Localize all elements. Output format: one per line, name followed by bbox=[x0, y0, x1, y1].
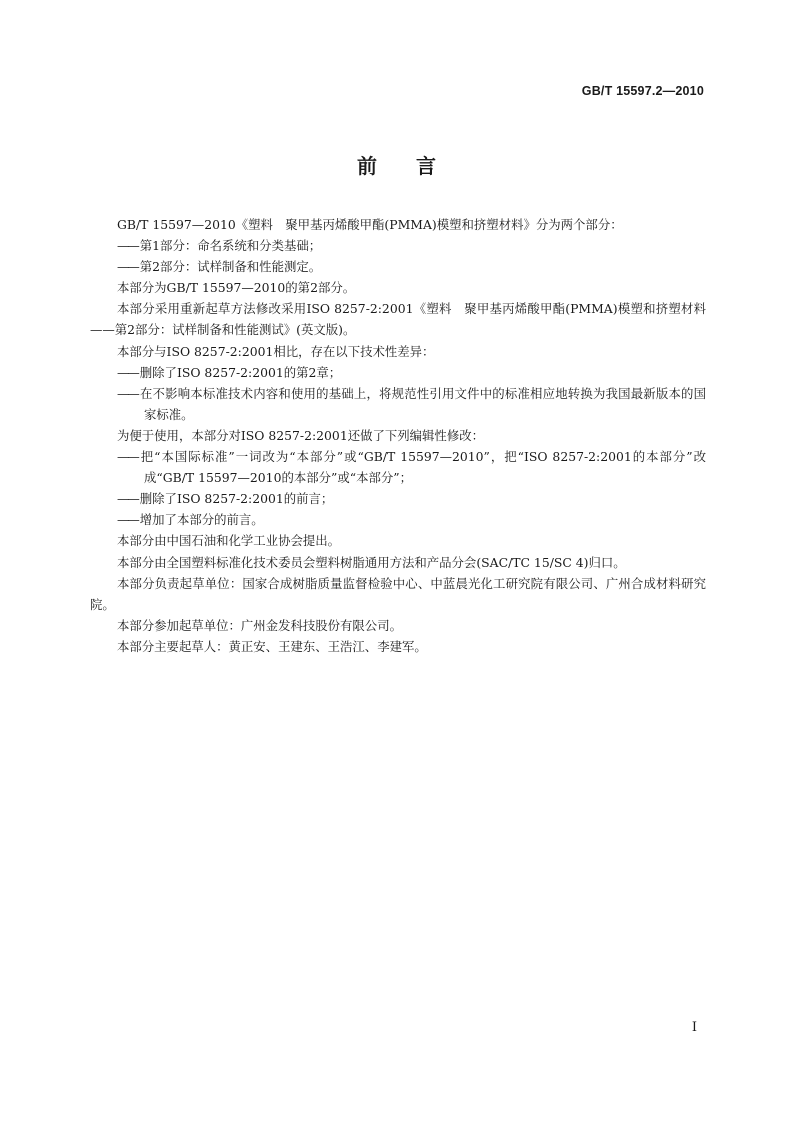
title-char-2: 言 bbox=[416, 154, 437, 178]
dash-list-item: —— 删除了ISO 8257-2:2001的前言； bbox=[90, 488, 706, 509]
dash-list-item: —— 在不影响本标准技术内容和使用的基础上，将规范性引用文件中的标准相应地转换为我国最新版本的国家标准。 bbox=[90, 383, 706, 425]
page-title bbox=[0, 150, 794, 179]
standard-number: GB/T 15597.2—2010 bbox=[581, 84, 704, 98]
page-number: I bbox=[691, 1020, 697, 1035]
paragraph: 本部分参加起草单位：广州金发科技股份有限公司。 bbox=[117, 617, 402, 633]
dash-list-item: —— 删除了ISO 8257-2:2001的第2章； bbox=[90, 362, 706, 383]
paragraph: 本部分为GB/T 15597—2010的第2部分。 bbox=[117, 280, 356, 296]
dash-list-item: —— 增加了本部分的前言。 bbox=[90, 509, 706, 530]
dash-list-item: —— 把“本国际标准”一词改为“本部分”或“GB/T 15597—2010”，把“ISO 8257-2:2001的本部分”改成“GB/T 15597—2010的本部分”或“本部分”； bbox=[90, 446, 706, 488]
foreword-body bbox=[90, 214, 706, 657]
dash-list-item: —— 第1部分：命名系统和分类基础； bbox=[90, 235, 706, 256]
title-char-1: 前 bbox=[357, 154, 378, 178]
paragraph: 本部分与ISO 8257-2:2001相比，存在以下技术性差异： bbox=[117, 343, 435, 359]
paragraph: 本部分由中国石油和化学工业协会提出。 bbox=[117, 533, 341, 549]
dash-list-item: —— 第2部分：试样制备和性能测定。 bbox=[90, 256, 706, 277]
paragraph: 本部分由全国塑料标准化技术委员会塑料树脂通用方法和产品分会(SAC/TC 15/SC 4)归口。 bbox=[117, 554, 626, 570]
paragraph: 为便于使用，本部分对ISO 8257-2:2001还做了下列编辑性修改： bbox=[117, 427, 484, 443]
paragraph: GB/T 15597—2010《塑料 聚甲基丙烯酸甲酯(PMMA)模塑和挤塑材料》分为两个部分： bbox=[117, 217, 623, 232]
paragraph: 本部分采用重新起草方法修改采用ISO 8257-2:2001《塑料 聚甲基丙烯酸甲酯(PMMA)模塑和挤塑材料——第2部分：试样制备和性能测试》(英文版)。 bbox=[90, 301, 706, 338]
paragraph: 本部分主要起草人：黄正安、王建东、王浩江、李建军。 bbox=[117, 638, 427, 654]
paragraph: 本部分负责起草单位：国家合成树脂质量监督检验中心、中蓝晨光化工研究院有限公司、广州合成材料研究院。 bbox=[90, 575, 706, 612]
